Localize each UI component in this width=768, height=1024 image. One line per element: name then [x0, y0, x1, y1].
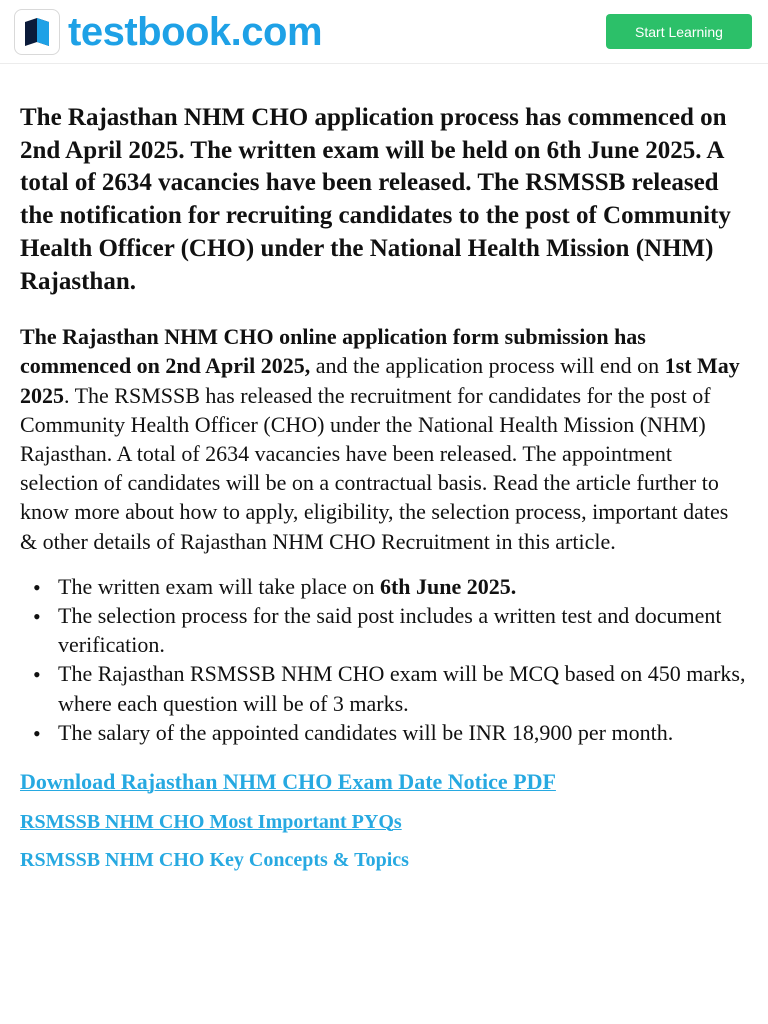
key-points-list: [20, 572, 748, 747]
list-item: [20, 718, 748, 747]
list-item-text: The written exam will take place on: [58, 573, 380, 599]
key-concepts-link[interactable]: RSMSSB NHM CHO Key Concepts & Topics: [20, 849, 409, 872]
bullet-icon: •: [33, 720, 41, 746]
list-item-text: The Rajasthan RSMSSB NHM CHO exam will be MCQ based on 450 marks, where each question will be of 3 marks.: [58, 661, 746, 716]
bullet-icon: •: [33, 604, 41, 630]
intro-bold-end-date: 1st May 2025: [20, 353, 740, 408]
important-pyqs-link[interactable]: RSMSSB NHM CHO Most Important PYQs: [20, 811, 402, 834]
intro-text-1: and the application process will end on: [310, 353, 665, 379]
list-item-text: The salary of the appointed candidates will be INR 18,900 per month.: [58, 719, 674, 745]
intro-bold-start: The Rajasthan NHM CHO online application form submission has commenced on 2nd April 2025,: [20, 324, 646, 379]
download-notice-pdf-link[interactable]: Download Rajasthan NHM CHO Exam Date Notice PDF: [20, 769, 556, 795]
article-heading: The Rajasthan NHM CHO application process has commenced on 2nd April 2025. The written exam will be held on 6th June 2025. A total of 2634 vacancies have been released. The RSMSSB released the notification for recruiting candidates to the post of Community Health Officer (CHO) under the National Health Mission (NHM) Rajasthan.: [20, 104, 731, 295]
intro-text-2: . The RSMSSB has released the recruitment for candidates for the post of Community Health Officer (CHO) under the National Health Mission (NHM) Rajasthan. A total of 2634 vacancies have been released. The appointment selection of candidates will be on a contractual basis. Read the article further to know more about how to apply, eligibility, the selection process, important dates & other details of Rajasthan NHM CHO Recruitment in this article.: [20, 382, 729, 554]
start-learning-button[interactable]: Start Learning: [606, 14, 752, 49]
site-header: [0, 0, 768, 64]
list-item: [20, 659, 748, 717]
list-item-text: The selection process for the said post includes a written test and document verification.: [58, 603, 722, 658]
article: [0, 102, 768, 874]
list-item: [20, 601, 748, 659]
brand-name: testbook.com: [68, 9, 323, 54]
bullet-icon: •: [33, 662, 41, 688]
testbook-logo-icon: [14, 9, 60, 55]
list-item-bold: 6th June 2025.: [379, 573, 517, 599]
bullet-icon: •: [33, 574, 41, 600]
brand-logo-link[interactable]: [14, 9, 322, 55]
list-item: [20, 572, 748, 601]
intro-paragraph: [20, 322, 748, 556]
